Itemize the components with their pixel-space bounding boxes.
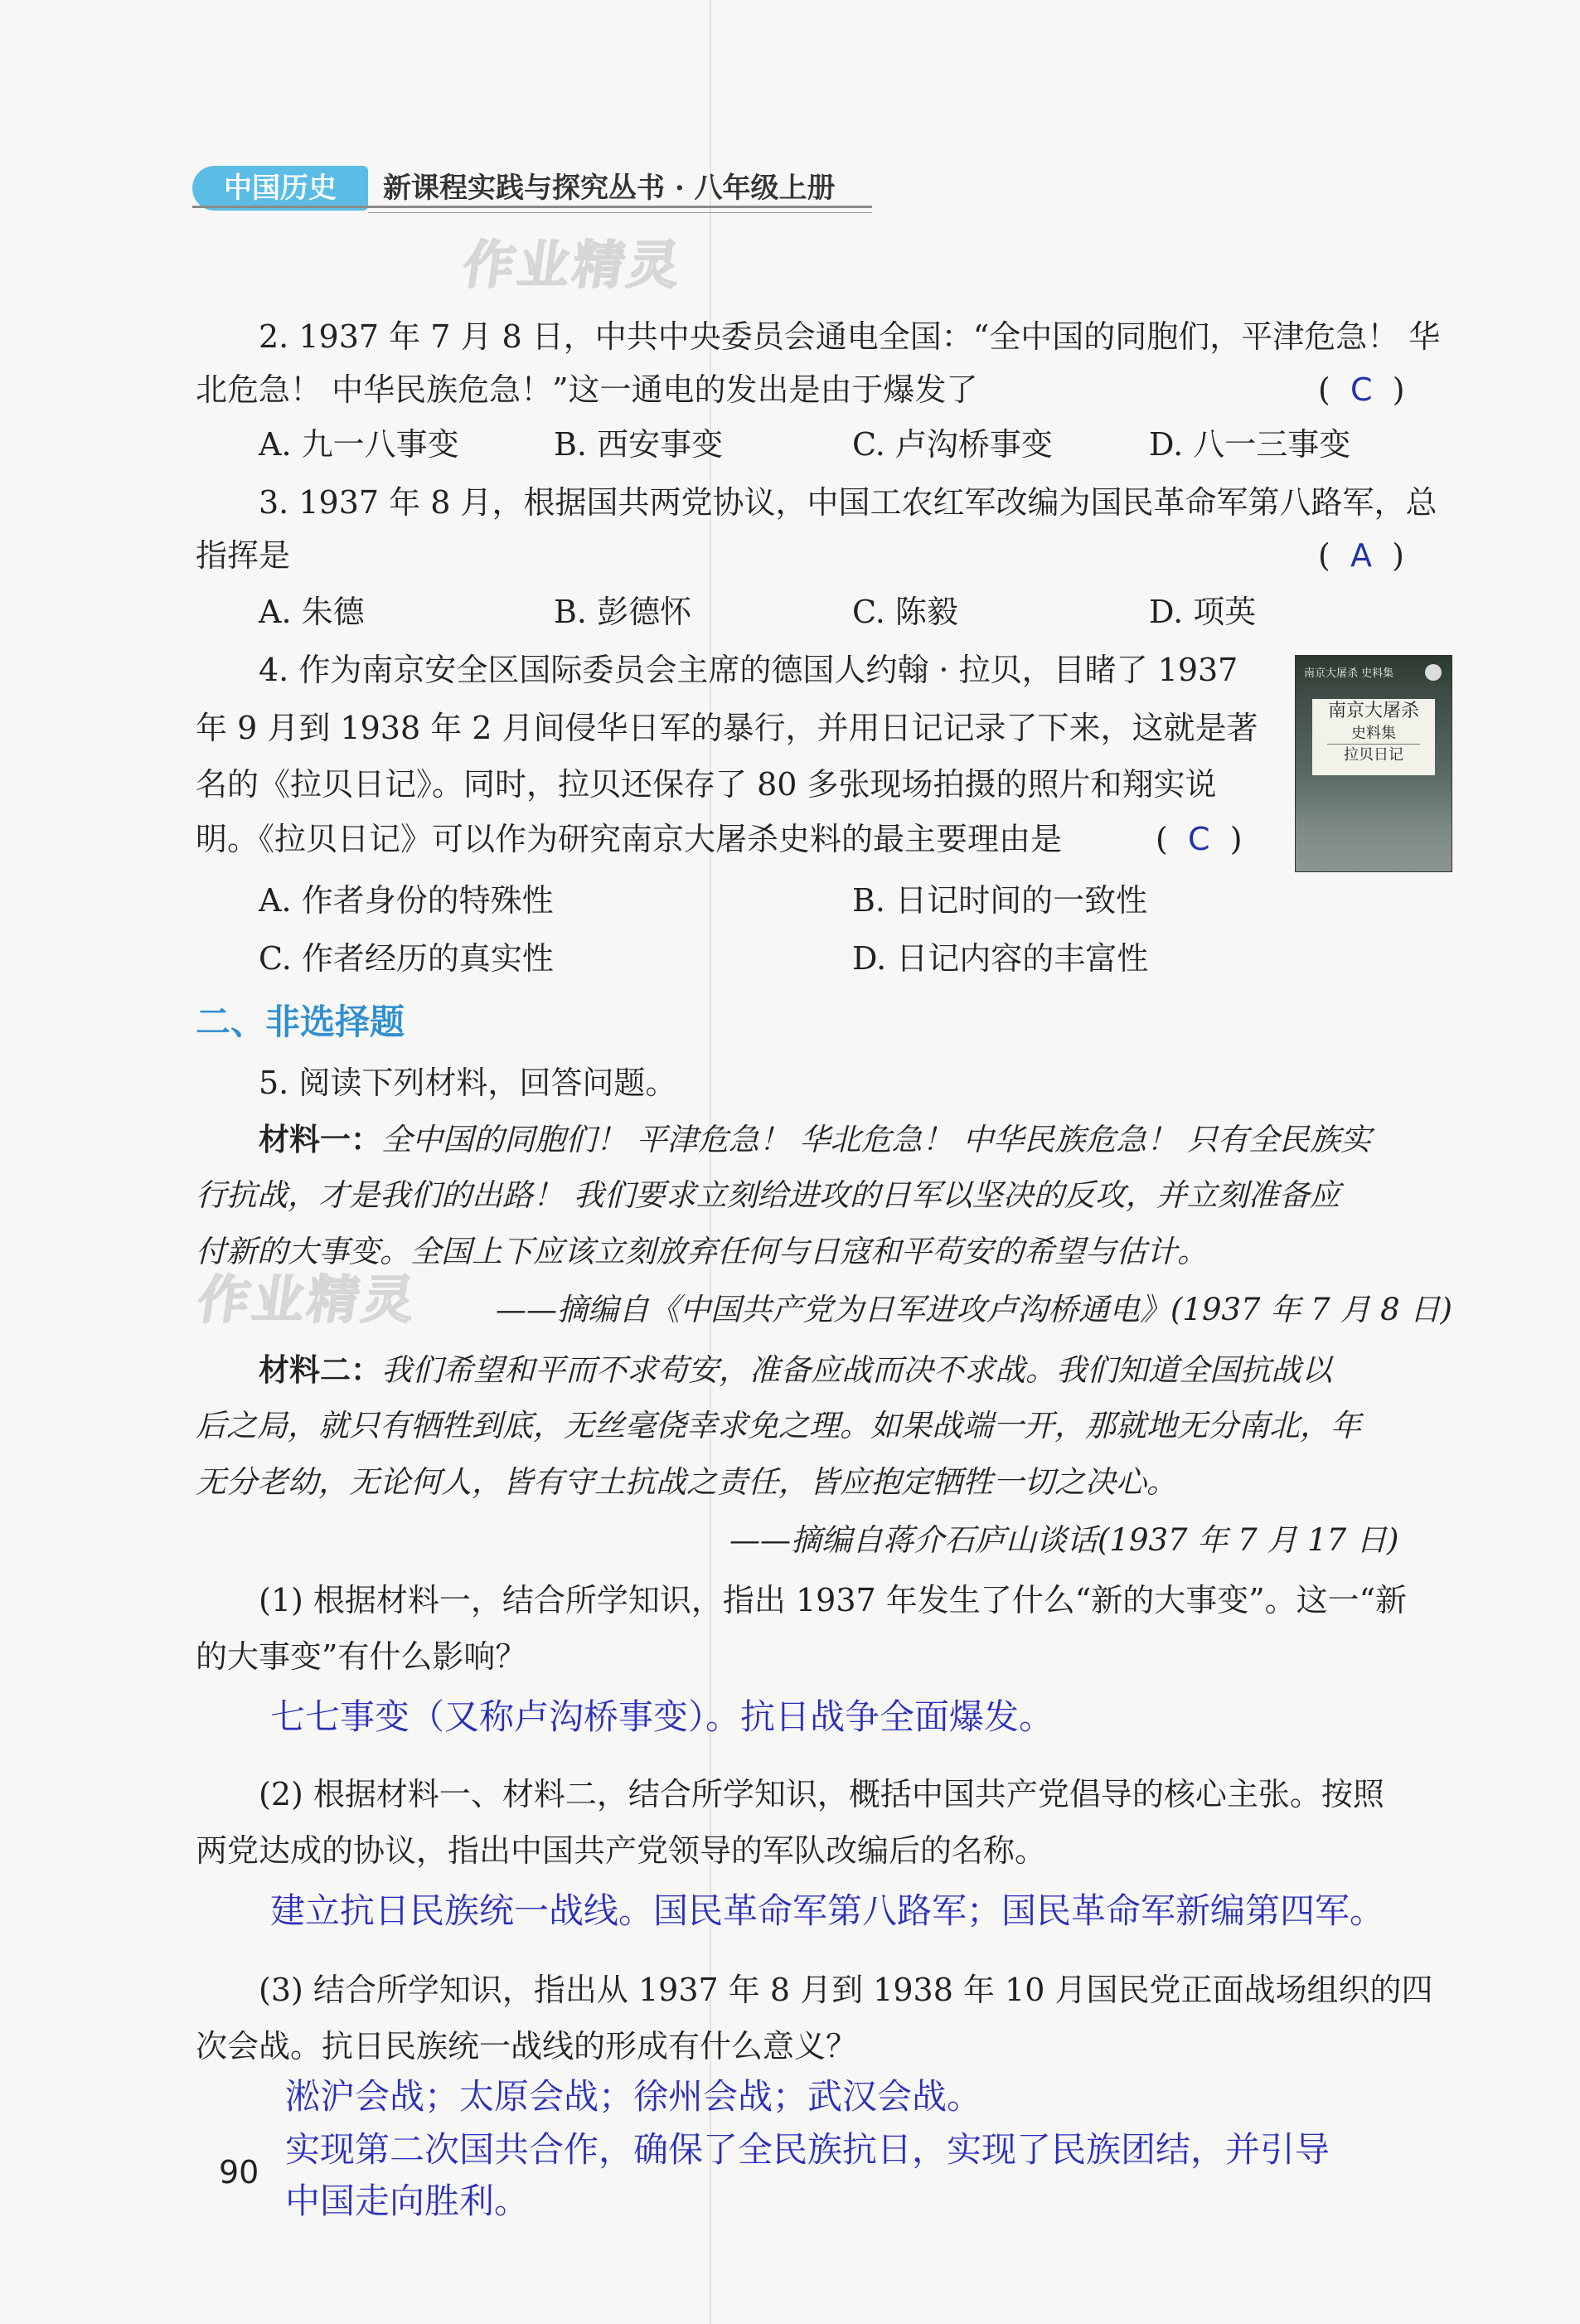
q2-answer: C <box>1350 371 1373 408</box>
material-2-line1 <box>259 1351 1332 1389</box>
material-2-source: ——摘编自蒋介石庐山谈话(1937 年 7 月 17 日) <box>729 1522 1399 1558</box>
q2-line2: 北危急！ 中华民族危急！”这一通电的发出是由于爆发了 <box>196 371 978 408</box>
q3-line1: 3. 1937 年 8 月，根据国共两党协议，中国工农红军改编为国民革命军第八路军，总 <box>259 484 1437 521</box>
q2-option-c: C. 卢沟桥事变 <box>852 426 1053 463</box>
q3-answer: A <box>1350 537 1372 574</box>
watermark-2: 作业精灵 <box>194 1269 422 1330</box>
page-number: 90 <box>219 2154 259 2191</box>
q3-option-a: A. 朱德 <box>259 594 365 630</box>
book-title-3: 拉贝日记 <box>1327 744 1420 766</box>
q2-option-b: B. 西安事变 <box>554 426 724 463</box>
q2-line1: 2. 1937 年 7 月 8 日，中共中央委员会通电全国：“全中国的同胞们，平津危急！ 华 <box>259 318 1441 355</box>
book-badge-icon <box>1425 664 1442 681</box>
sub3-answer-1: 淞沪会战；太原会战；徐州会战；武汉会战。 <box>285 2076 982 2117</box>
q4-option-d: D. 日记内容的丰富性 <box>852 940 1149 977</box>
sub2-answer: 建立抗日民族统一战线。国民革命军第八路军；国民革命军新编第四军。 <box>270 1890 1385 1931</box>
sub2-line1: (2) 根据材料一、材料二，结合所学知识，概括中国共产党倡导的核心主张。按照 <box>259 1776 1384 1812</box>
material-2-line3: 无分老幼，无论何人，皆有守土抗战之责任，皆应抱定牺牲一切之决心。 <box>196 1464 1177 1500</box>
material-1-source: ——摘编自《中国共产党为日军进攻卢沟桥通电》(1937 年 7 月 8 日) <box>496 1292 1452 1327</box>
q4-answer: C <box>1187 821 1210 857</box>
material-1-line3: 付新的大事变。全国上下应该立刻放弃任何与日寇和平苟安的希望与估计。 <box>196 1234 1208 1269</box>
material-2-text1: 我们希望和平而不求苟安，准备应战而决不求战。我们知道全国抗战以 <box>381 1352 1332 1388</box>
material-2-line2: 后之局，就只有牺牲到底，无丝毫侥幸求免之理。如果战端一开，那就地无分南北，年 <box>196 1408 1361 1443</box>
header-rule <box>192 206 872 208</box>
watermark: 作业精灵 <box>459 235 687 295</box>
book-title-1: 南京大屠杀 <box>1327 701 1419 721</box>
sub3-answer-3: 中国走向胜利。 <box>285 2181 530 2221</box>
q3-option-d: D. 项英 <box>1149 594 1257 630</box>
q4-line1: 4. 作为南京安全区国际委员会主席的德国人约翰 · 拉贝，目睹了 1937 <box>259 652 1238 688</box>
sub3-answer-2: 实现第二次国共合作，确保了全民族抗日，实现了民族团结，并引导 <box>285 2129 1330 2170</box>
q4-option-b: B. 日记时间的一致性 <box>852 882 1148 919</box>
subject-tab: 中国历史 <box>192 166 368 211</box>
q2-option-a: A. 九一八事变 <box>259 426 459 463</box>
sub2-line2: 两党达成的协议，指出中国共产党领导的军队改编后的名称。 <box>196 1832 1047 1869</box>
sub1-line2: 的大事变”有什么影响？ <box>196 1638 527 1675</box>
q4-option-a: A. 作者身份的特殊性 <box>259 882 554 919</box>
q4-line3: 名的《拉贝日记》。同时，拉贝还保存了 80 多张现场拍摄的照片和翔实说 <box>196 766 1217 803</box>
q3-line2: 指挥是 <box>196 537 291 574</box>
q4-answer-paren: ( C ) <box>1156 821 1243 857</box>
material-1-line1 <box>259 1121 1371 1158</box>
sub1-answer: 七七事变（又称卢沟桥事变）。抗日战争全面爆发。 <box>270 1696 1054 1737</box>
q2-answer-paren: ( C ) <box>1318 371 1405 408</box>
q4-line4: 明。《拉贝日记》可以作为研究南京大屠杀史料的最主要理由是 <box>196 821 1063 857</box>
book-cover-image <box>1295 655 1452 872</box>
sub3-line2: 次会战。抗日民族统一战线的形成有什么意义？ <box>196 2028 858 2064</box>
material-1-line2: 行抗战，才是我们的出路！ 我们要求立刻给进攻的日军以坚决的反攻，并立刻准备应 <box>196 1177 1340 1213</box>
book-title-panel <box>1312 699 1435 775</box>
q2-option-d: D. 八一三事变 <box>1149 426 1351 463</box>
q4-line2: 年 9 月到 1938 年 2 月间侵华日军的暴行，并用日记记录了下来，这就是著 <box>196 710 1258 746</box>
q3-option-c: C. 陈毅 <box>852 594 958 630</box>
sub3-line1: (3) 结合所学知识，指出从 1937 年 8 月到 1938 年 10 月国民党正面战场组织的四 <box>259 1972 1433 2008</box>
material-2-label: 材料二： <box>259 1351 381 1388</box>
sub1-line1: (1) 根据材料一，结合所学知识，指出 1937 年发生了什么“新的大事变”。这一“新 <box>259 1582 1408 1618</box>
section-title: 二、非选择题 <box>196 1002 405 1042</box>
book-title-2: 史料集 <box>1351 725 1396 742</box>
q4-option-c: C. 作者经历的真实性 <box>259 940 554 977</box>
material-1-label: 材料一： <box>259 1121 381 1157</box>
series-title: 新课程实践与探究丛书 · 八年级上册 <box>383 172 836 205</box>
header-rule-thin <box>368 212 872 213</box>
q5-intro: 5. 阅读下列材料，回答问题。 <box>259 1065 677 1101</box>
q3-option-b: B. 彭德怀 <box>554 594 692 630</box>
book-series-label: 南京大屠杀 史料集 <box>1304 667 1394 680</box>
q3-answer-paren: ( A ) <box>1318 537 1404 574</box>
material-1-text1: 全中国的同胞们！ 平津危急！ 华北危急！ 中华民族危急！ 只有全民族实 <box>381 1122 1372 1157</box>
